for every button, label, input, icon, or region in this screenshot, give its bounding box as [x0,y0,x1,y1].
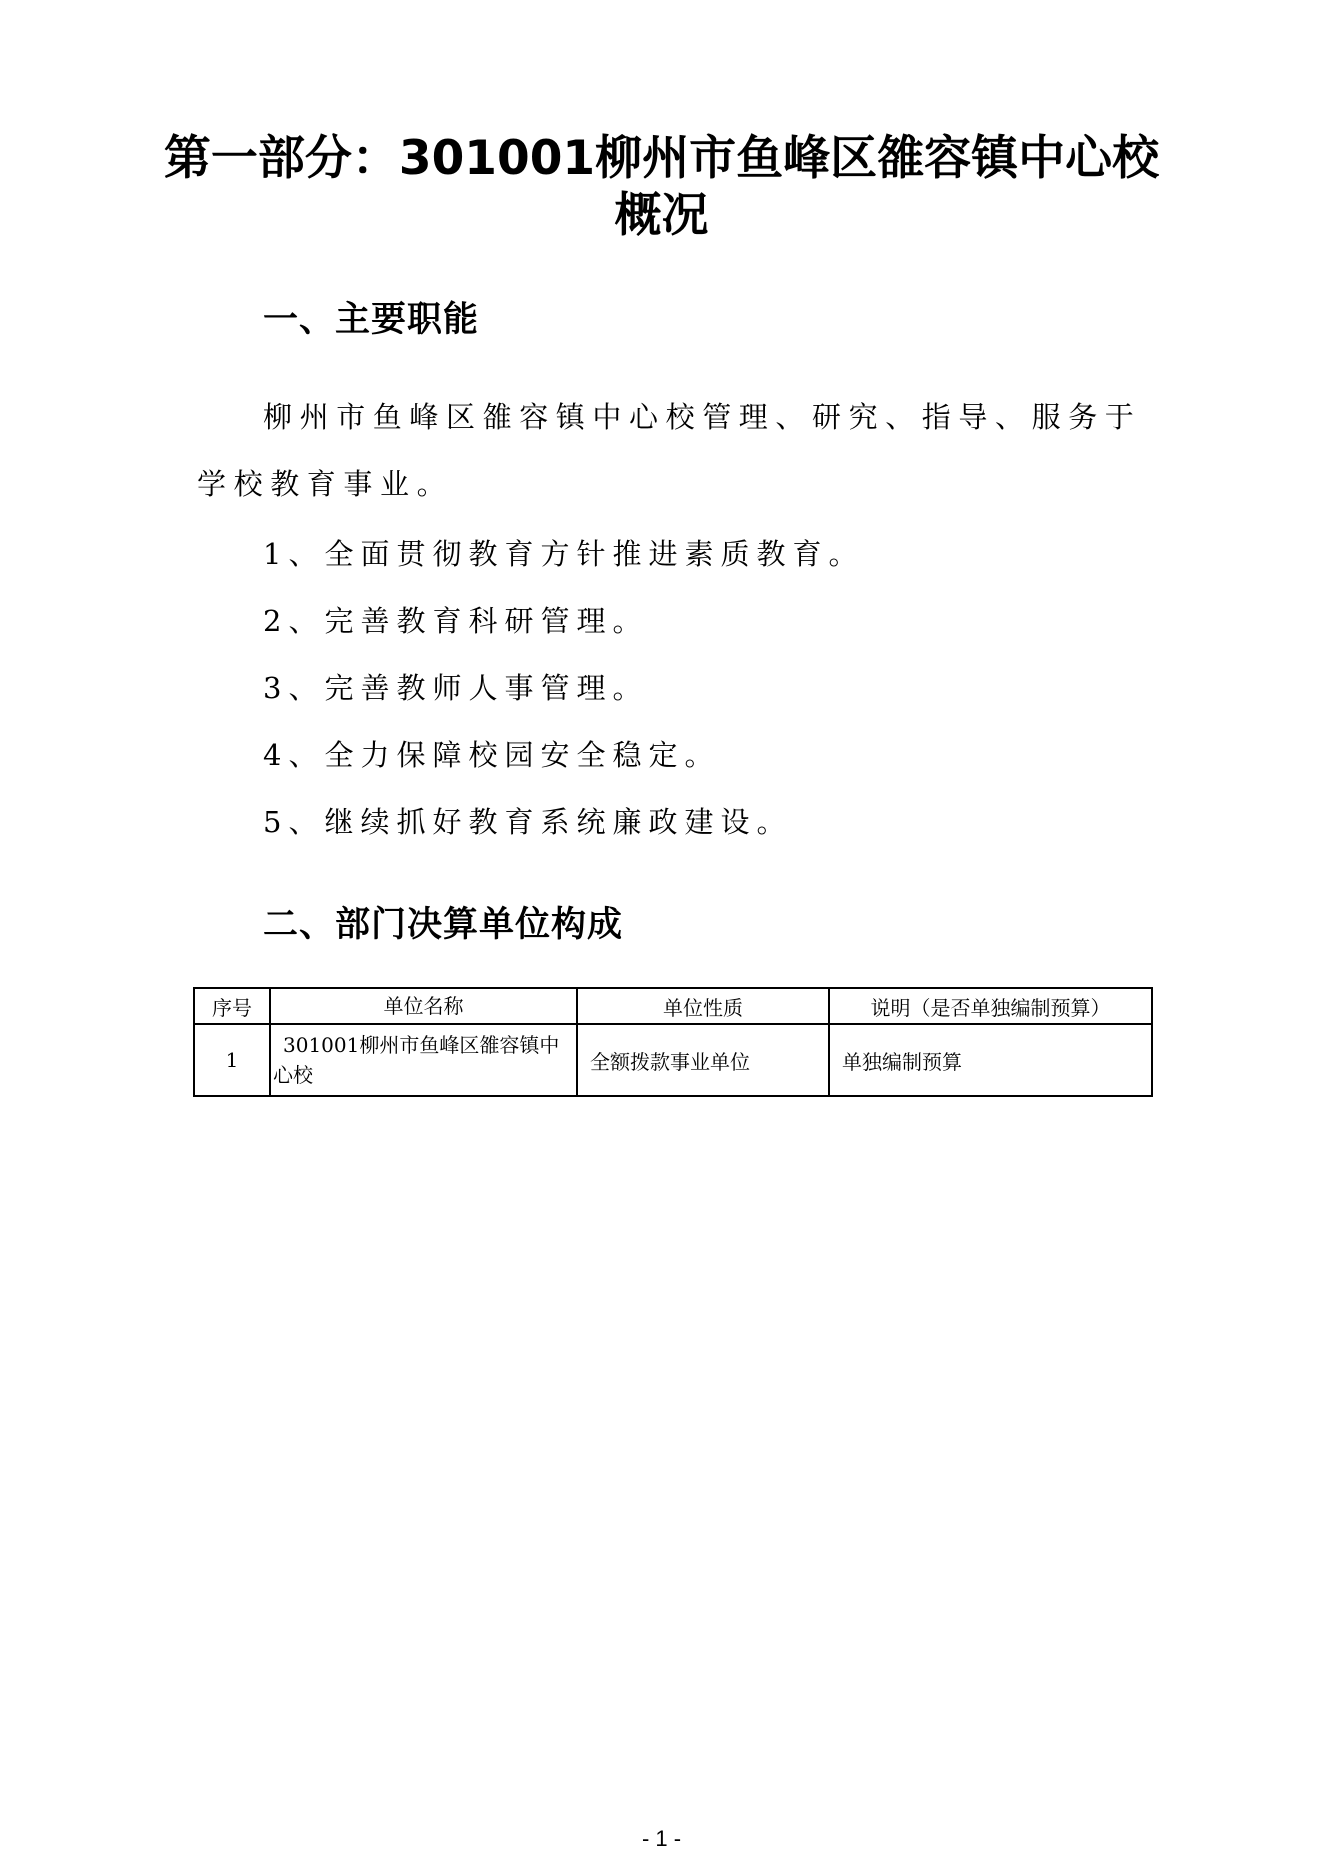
function-item: 1、全面贯彻教育方针推进素质教育。 [263,537,865,571]
page-title: 第一部分：301001柳州市鱼峰区雒容镇中心校概况 [163,131,1160,243]
page-number: - 1 - [641,1826,682,1851]
cell-note: 单独编制预算 [829,1024,1152,1096]
table-row [194,1024,1152,1096]
function-item: 2、完善教育科研管理。 [263,604,649,638]
section-heading-functions: 一、主要职能 [263,300,480,340]
function-item: 5、继续抓好教育系统廉政建设。 [263,805,793,839]
table-header-row [194,988,1152,1024]
function-item: 4、全力保障校园安全稳定。 [263,738,721,772]
column-header-note: 说明（是否单独编制预算） [829,988,1152,1024]
cell-index: 1 [194,1024,270,1096]
cell-unit-name-text: 301001柳州市鱼峰区雒容镇中心校 [273,1033,560,1087]
column-header-unit-name: 单位名称 [270,988,577,1024]
functions-intro-paragraph: 柳州市鱼峰区雒容镇中心校管理、研究、指导、服务于学校教育事业。 [197,400,1142,501]
cell-unit-type: 全额拨款事业单位 [577,1024,829,1096]
column-header-index: 序号 [194,988,270,1024]
function-item: 3、完善教师人事管理。 [263,671,649,705]
unit-composition-table [193,987,1153,1097]
section-heading-units: 二、部门决算单位构成 [263,905,624,945]
column-header-unit-type: 单位性质 [577,988,829,1024]
cell-unit-name [270,1024,577,1096]
